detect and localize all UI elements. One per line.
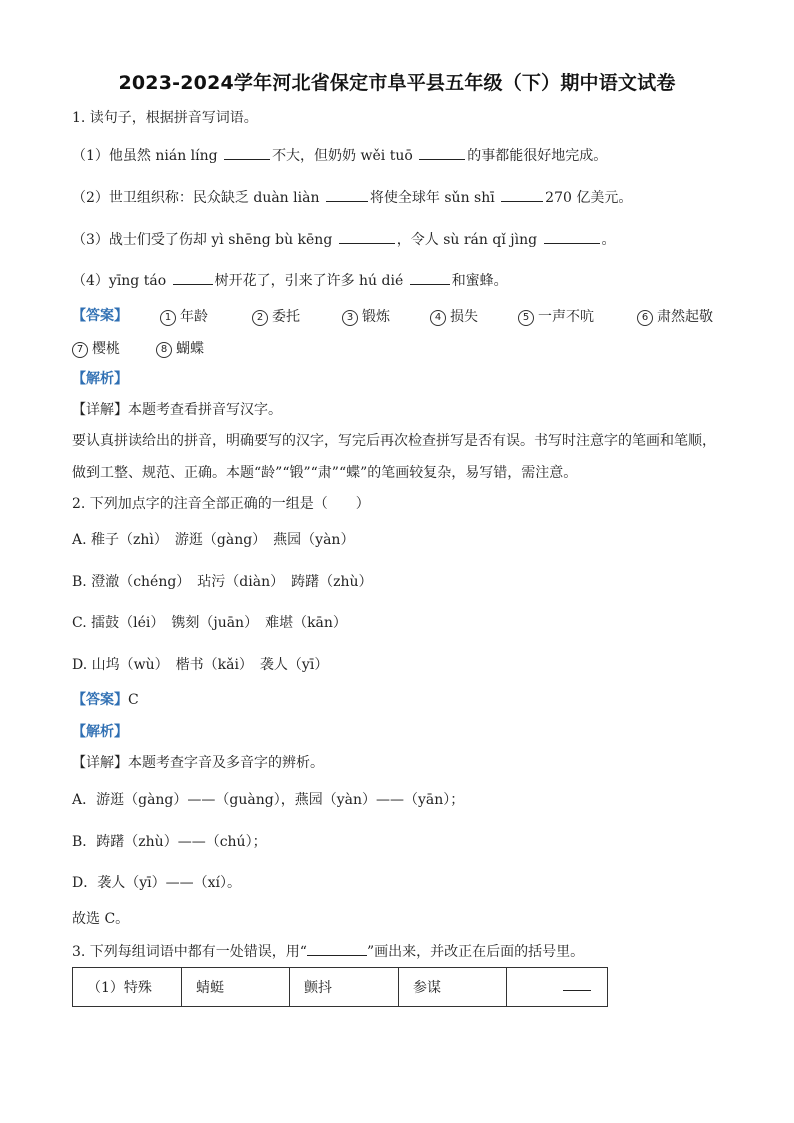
detail-tag: 【详解】 [72, 402, 128, 418]
answer-blank[interactable] [224, 145, 270, 160]
q1-s1-part-b: 不大，但奶奶 wěi tuō [272, 148, 418, 164]
q1-answer-4: 4 损失 [430, 306, 478, 326]
q2-analysis-tag: 【解析】 [72, 724, 128, 740]
q1-sentence-4 [72, 270, 508, 291]
answer-blank[interactable] [339, 229, 395, 244]
q1-stem: 1. 读句子，根据拼音写词语。 [72, 110, 258, 126]
q2-option-c: C. 擂鼓（léi） 镌刻（juān） 难堪（kān） [72, 615, 347, 631]
q1-analysis-paragraph-2: 做到工整、规范、正确。本题“龄”“锻”“肃”“蝶”的笔画较复杂，易写错，需注意。 [72, 465, 578, 481]
q2-option-d: D. 山坞（wù） 楷书（kǎi） 袭人（yī） [72, 657, 329, 673]
q1-s4-part-c: 和蜜蜂。 [451, 273, 508, 289]
q1-answer-2: 2 委托 [252, 306, 300, 326]
q1-answer-1: 1 年龄 [160, 306, 208, 326]
q2-stem: 2. 下列加点字的注音全部正确的一组是（ ） [72, 496, 370, 512]
q3-stem: 3. 下列每组词语中都有一处错误，用“ ”画出来，并改正在后面的括号里。 [72, 941, 584, 962]
table-cell: 蜻蜓 [182, 968, 290, 1007]
q1-s3-part-c: 。 [601, 232, 616, 248]
q1-answer-7: 7 樱桃 [72, 338, 120, 358]
q1-analysis-paragraph-1: 要认真拼读给出的拼音，明确要写的汉字，写完后再次检查拼写是否有误。书写时注意字的笔画和笔顺， [72, 433, 716, 449]
q1-answer-8: 8 蝴蝶 [156, 338, 204, 358]
q1-s2-part-a: （2）世卫组织称：民众缺乏 duàn liàn [72, 190, 324, 206]
answer-blank[interactable] [501, 187, 543, 202]
answer-blank[interactable] [563, 980, 591, 991]
q3-word-table [72, 967, 608, 1007]
answer-blank[interactable] [410, 270, 450, 285]
q1-s1-part-c: 的事都能很好地完成。 [467, 148, 608, 164]
q2-fix-a: A．游逛（gàng）——（guàng），燕园（yàn）——（yān）； [72, 792, 465, 808]
answer-blank[interactable] [419, 145, 465, 160]
circled-number-icon: 6 [637, 310, 653, 326]
q1-detail: 【详解】本题考查看拼音写汉字。 [72, 402, 282, 418]
q1-s1-part-a: （1）他虽然 nián líng [72, 148, 223, 164]
circled-number-icon: 3 [342, 310, 358, 326]
q2-fix-d: D．袭人（yī）——（xí）。 [72, 875, 241, 891]
q1-answer-6: 6 肃然起敬 [637, 306, 713, 326]
detail-tag: 【详解】 [72, 755, 128, 771]
circled-number-icon: 2 [252, 310, 268, 326]
q2-option-a: A. 稚子（zhì） 游逛（gàng） 燕园（yàn） [72, 532, 355, 548]
q1-analysis-tag: 【解析】 [72, 371, 128, 387]
circled-number-icon: 8 [156, 342, 172, 358]
answer-blank[interactable] [326, 187, 368, 202]
q1-sentence-2 [72, 187, 632, 208]
answer-cell[interactable] [507, 968, 608, 1007]
answer-tag: 【答案】 [72, 692, 128, 708]
q2-fix-b: B．踌躇（zhù）——（chú）； [72, 834, 267, 850]
q1-s4-part-b: 树开花了，引来了许多 hú dié [214, 273, 408, 289]
q2-detail: 【详解】本题考查字音及多音字的辨析。 [72, 755, 324, 771]
q2-option-b: B. 澄澈（chéng） 玷污（diàn） 踌躇（zhù） [72, 574, 373, 590]
q1-sentence-3 [72, 229, 616, 250]
table-cell: 颤抖 [290, 968, 399, 1007]
table-row [73, 968, 608, 1007]
q1-answer-5: 5 一声不吭 [518, 306, 594, 326]
answer-blank[interactable] [173, 270, 213, 285]
circled-number-icon: 5 [518, 310, 534, 326]
q1-s2-part-b: 将使全球年 sǔn shī [369, 190, 500, 206]
answer-blank[interactable] [544, 229, 600, 244]
q1-answer-tag: 【答案】 [72, 308, 128, 324]
q1-s3-part-b: ，令人 sù rán qǐ jìng [396, 232, 542, 248]
circled-number-icon: 7 [72, 342, 88, 358]
circled-number-icon: 1 [160, 310, 176, 326]
page-title: 2023-2024学年河北省保定市阜平县五年级（下）期中语文试卷 [118, 72, 676, 94]
q1-sentence-1 [72, 145, 607, 166]
underline-sample [307, 941, 367, 956]
q2-conclusion: 故选 C。 [72, 911, 130, 927]
q1-answer-3: 3 锻炼 [342, 306, 390, 326]
q1-s4-part-a: （4）yīng táo [72, 273, 171, 289]
q2-answer: 【答案】C [72, 692, 139, 708]
q1-s2-part-c: 270 亿美元。 [545, 190, 633, 206]
circled-number-icon: 4 [430, 310, 446, 326]
q1-s3-part-a: （3）战士们受了伤却 yì shēng bù kēng [72, 232, 337, 248]
table-cell: 参谋 [399, 968, 507, 1007]
table-cell: （1）特殊 [73, 968, 182, 1007]
